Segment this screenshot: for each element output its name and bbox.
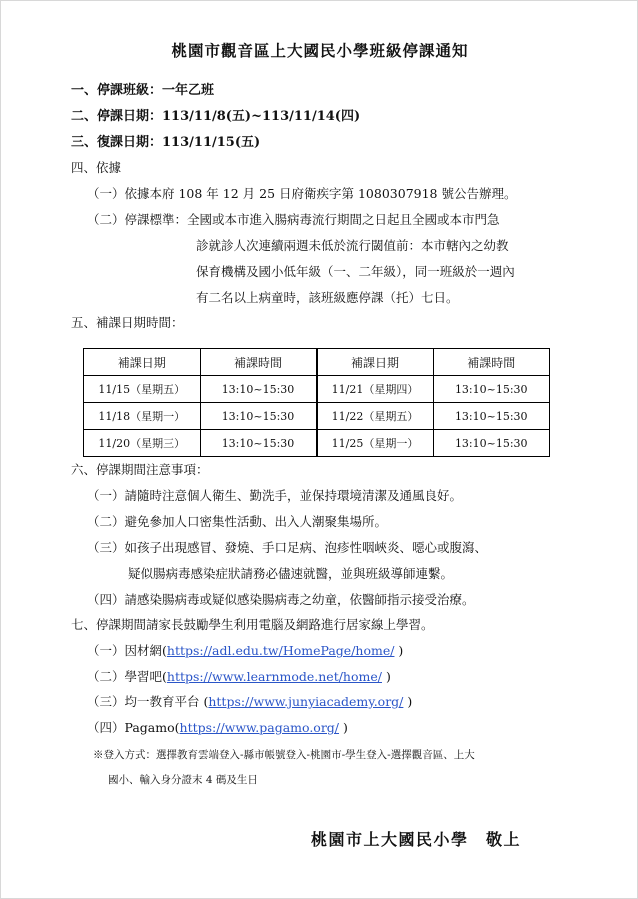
learning-item-1 bbox=[87, 643, 403, 659]
adl-link[interactable]: https://adl.edu.tw/HomePage/home/ bbox=[166, 643, 395, 658]
table-cell: 13:10~15:30 bbox=[433, 376, 550, 403]
table-cell: 13:10~15:30 bbox=[200, 430, 317, 457]
signature: 桃園市上大國民小學 敬上 bbox=[311, 830, 522, 849]
note-item-4: （四）請感染腸病毒或疑似感染腸病毒之幼童，依醫師指示接受治療。 bbox=[87, 592, 475, 607]
class-label: 一、停課班級： bbox=[71, 83, 163, 98]
basis-item-2-line-1: （二）停課標準：全國或本市進入腸病毒流行期間之日起且全國或本市門急 bbox=[87, 212, 500, 227]
table-header-cell: 補課日期 bbox=[84, 349, 201, 376]
learning-item-1-prefix: （一）因材網( bbox=[87, 643, 167, 658]
junyi-link[interactable]: https://www.junyiacademy.org/ bbox=[208, 694, 404, 709]
table-header-cell: 補課時間 bbox=[200, 349, 317, 376]
learning-item-4 bbox=[87, 720, 348, 736]
table-header-cell: 補課日期 bbox=[317, 349, 434, 376]
class-item bbox=[71, 83, 214, 99]
basis-label: 四、依據 bbox=[71, 160, 122, 175]
learning-item-1-suffix: ) bbox=[394, 643, 404, 658]
basis-item-1: （一）依據本府 108 年 12 月 25 日府衛疾字第 1080307918 號公告辦理。 bbox=[87, 186, 517, 201]
basis-item-2-line-2: 診就診人次連續兩週未低於流行閾值前：本市轄內之幼教 bbox=[196, 238, 509, 253]
table-row bbox=[84, 403, 550, 430]
class-value: 一年乙班 bbox=[162, 83, 215, 98]
dates-value: 113/11/8(五)~113/11/14(四) bbox=[162, 109, 361, 124]
learning-item-4-suffix: ) bbox=[339, 720, 348, 735]
dates-item bbox=[71, 109, 360, 125]
learning-item-3 bbox=[87, 694, 412, 710]
table-cell: 11/22（星期五） bbox=[317, 403, 434, 430]
learning-label: 七、停課期間請家長鼓勵學生利用電腦及網路進行居家線上學習。 bbox=[71, 617, 434, 632]
learning-item-2-prefix: （二）學習吧( bbox=[87, 669, 167, 684]
note-item-3-line-1: （三）如孩子出現感冒、發燒、手口足病、泡疹性咽峽炎、噁心或腹瀉、 bbox=[87, 540, 488, 555]
table-cell: 13:10~15:30 bbox=[433, 403, 550, 430]
page-title: 桃園市觀音區上大國民小學班級停課通知 bbox=[171, 41, 469, 60]
resume-item bbox=[71, 135, 260, 151]
table-cell: 11/25（星期一） bbox=[317, 430, 434, 457]
resume-value: 113/11/15(五) bbox=[162, 135, 261, 150]
learnmode-link[interactable]: https://www.learnmode.net/home/ bbox=[166, 669, 382, 684]
learning-item-2 bbox=[87, 669, 391, 685]
table-cell: 11/21（星期四） bbox=[317, 376, 434, 403]
table-row bbox=[84, 376, 550, 403]
table-cell: 13:10~15:30 bbox=[200, 376, 317, 403]
login-instruction-line-1: ※登入方式：選擇教育雲端登入-縣市帳號登入-桃園市-學生登入-選擇觀音區、上大 bbox=[93, 749, 475, 761]
table-cell: 11/20（星期三） bbox=[84, 430, 201, 457]
makeup-label: 五、補課日期時間： bbox=[71, 315, 184, 330]
learning-item-3-suffix: ) bbox=[403, 694, 413, 709]
pagamo-link[interactable]: https://www.pagamo.org/ bbox=[179, 720, 340, 735]
table-cell: 11/15（星期五） bbox=[84, 376, 201, 403]
dates-label: 二、停課日期： bbox=[71, 109, 163, 124]
login-instruction-line-2: 國小、輸入身分證末 4 碼及生日 bbox=[108, 774, 258, 786]
table-header-cell: 補課時間 bbox=[433, 349, 550, 376]
learning-item-4-prefix: （四）Pagamo( bbox=[87, 720, 180, 735]
learning-item-3-prefix: （三）均一教育平台 ( bbox=[87, 694, 209, 709]
table-cell: 13:10~15:30 bbox=[433, 430, 550, 457]
note-item-3-line-2: 疑似腸病毒感染症狀請務必儘速就醫，並與班級導師連繫。 bbox=[128, 566, 454, 581]
basis-item-2-line-3: 保育機構及國小低年級（一、二年級），同一班級於一週內 bbox=[196, 264, 515, 279]
notes-label: 六、停課期間注意事項： bbox=[71, 462, 209, 477]
basis-item-2-line-4: 有二名以上病童時，該班級應停課（托）七日。 bbox=[196, 290, 459, 305]
learning-item-2-suffix: ) bbox=[381, 669, 391, 684]
table-cell: 11/18（星期一） bbox=[84, 403, 201, 430]
table-row bbox=[84, 430, 550, 457]
makeup-table bbox=[83, 348, 550, 457]
table-cell: 13:10~15:30 bbox=[200, 403, 317, 430]
resume-label: 三、復課日期： bbox=[71, 135, 163, 150]
note-item-2: （二）避免參加人口密集性活動、出入人潮聚集場所。 bbox=[87, 514, 388, 529]
table-header-row bbox=[84, 349, 550, 376]
note-item-1: （一）請隨時注意個人衛生、勤洗手，並保持環境清潔及通風良好。 bbox=[87, 488, 463, 503]
